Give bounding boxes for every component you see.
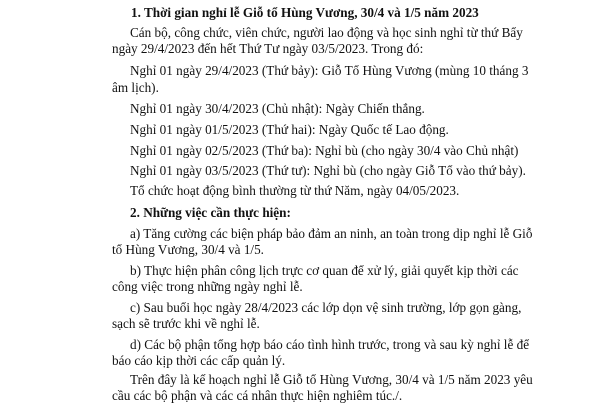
task-d-line-1: d) Các bộ phận tổng hợp báo cáo tình hình trước, trong và sau kỳ nghỉ lễ để [130,337,530,352]
closing-line-2: cầu các bộ phận và các cá nhân thực hiện nghiêm túc./. [112,388,403,403]
holiday-day-1-line-2: âm lịch). [112,80,159,95]
section-2-heading: 2. Những việc cần thực hiện: [130,205,291,220]
task-b-line-2: công việc trong những ngày nghỉ lễ. [112,279,303,294]
task-a-line-2: tổ Hùng Vương, 30/4 và 1/5. [112,242,264,257]
task-c-line-2: sạch sẽ trước khi về nghỉ lễ. [112,316,260,331]
task-c-line-1: c) Sau buổi học ngày 28/4/2023 các lớp dọn vệ sinh trường, lớp gọn gàng, [130,300,522,315]
intro-text-line-2: ngày 29/4/2023 đến hết Thứ Tư ngày 03/5/2023. Trong đó: [112,41,424,56]
holiday-day-1-line-1: Nghỉ 01 ngày 29/4/2023 (Thứ bảy): Giỗ Tổ Hùng Vương (mùng 10 tháng 3 [130,63,529,78]
intro-text-line-1: Cán bộ, công chức, viên chức, người lao động và học sinh nghỉ từ thứ Bẩy [130,25,523,40]
closing-line-1: Trên đây là kế hoạch nghỉ lễ Giỗ tổ Hùng Vương, 30/4 và 1/5 năm 2023 yêu [130,372,533,387]
section-1-heading: 1. Thời gian nghỉ lễ Giỗ tổ Hùng Vương, 30/4 và 1/5 năm 2023 [131,5,479,20]
holiday-day-3: Nghỉ 01 ngày 01/5/2023 (Thứ hai): Ngày Quốc tế Lao động. [130,122,449,137]
task-d-line-2: báo cáo kịp thời các cấp quản lý. [112,353,286,368]
holiday-day-2: Nghỉ 01 ngày 30/4/2023 (Chủ nhật): Ngày Chiến thắng. [130,101,425,116]
holiday-day-5: Nghỉ 01 ngày 03/5/2023 (Thứ tư): Nghỉ bù (cho ngày Giỗ Tổ vào thứ bảy). [130,163,526,178]
holiday-day-4: Nghỉ 01 ngày 02/5/2023 (Thứ ba): Nghỉ bù (cho ngày 30/4 vào Chủ nhật) [130,143,519,158]
resume-work-note: Tổ chức hoạt động bình thường từ thứ Năm, ngày 04/05/2023. [130,183,460,198]
task-a-line-1: a) Tăng cường các biện pháp bảo đảm an ninh, an toàn trong dịp nghỉ lễ Giỗ [130,226,533,241]
task-b-line-1: b) Thực hiện phân công lịch trực cơ quan để xử lý, giải quyết kịp thời các [130,263,519,278]
